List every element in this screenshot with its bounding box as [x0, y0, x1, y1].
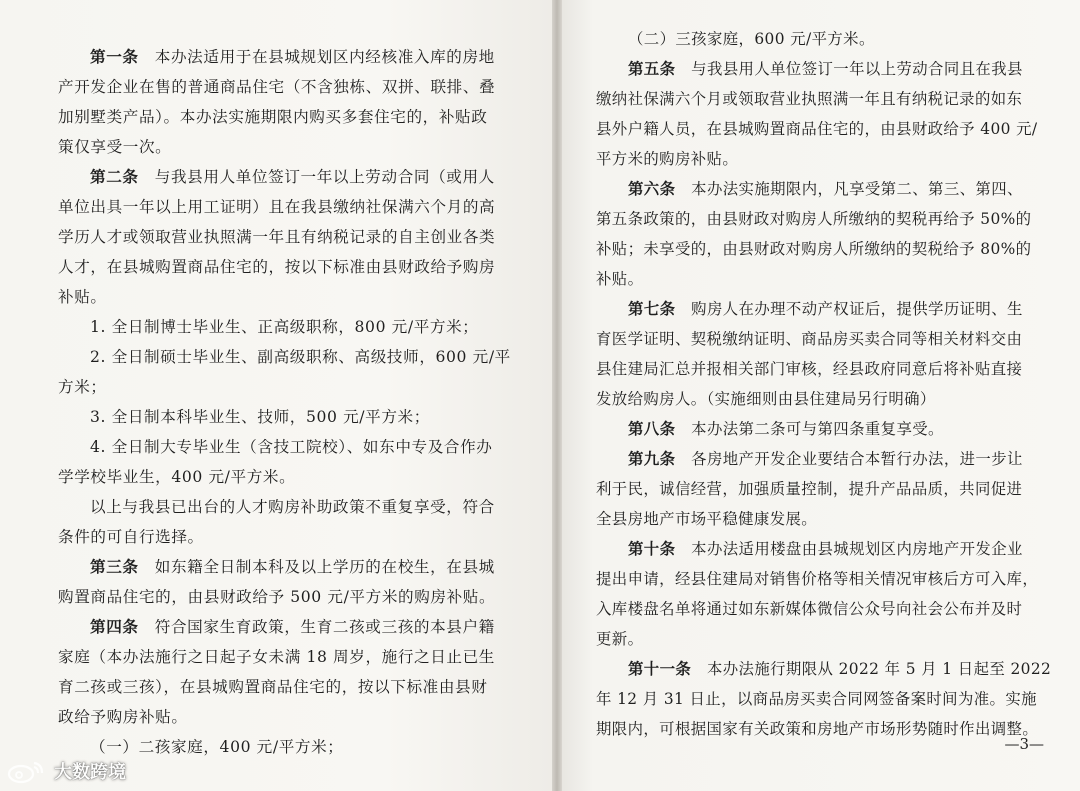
line-text: 县外户籍人员，在县城购置商品住宅的，由县财政给予 400 元/ [596, 120, 1038, 138]
weibo-logo-icon [6, 757, 48, 785]
line-text: 平方米的购房补贴。 [596, 150, 739, 168]
text-line [596, 204, 1058, 234]
line-text: 县住建局汇总并报相关部门审核，经县政府同意后将补贴直接 [596, 360, 1023, 378]
text-line [596, 534, 1058, 564]
line-text: 育二孩或三孩），在县城购置商品住宅的，按以下标准由县财 [58, 678, 488, 696]
text-line [596, 504, 1058, 534]
line-text: 补贴。 [58, 288, 107, 306]
line-text: 育医学证明、契税缴纳证明、商品房买卖合同等相关材料交由 [596, 330, 1023, 348]
text-line [58, 492, 526, 522]
line-text: 加别墅类产品）。本办法实施期限内购买多套住宅的，补贴政 [58, 108, 488, 126]
watermark [6, 757, 126, 785]
line-text: 与我县用人单位签订一年以上劳动合同且在我县 [675, 60, 1023, 78]
text-line [596, 624, 1058, 654]
line-text: 与我县用人单位签订一年以上劳动合同（或用人 [138, 168, 495, 186]
line-text: 以上与我县已出台的人才购房补助政策不重复享受，符合 [90, 498, 495, 516]
text-line [596, 114, 1058, 144]
line-text: 本办法适用于在县城规划区内经核准入库的房地 [138, 48, 495, 66]
text-line [58, 222, 526, 252]
line-text: 补贴；未享受的，由县财政对购房人所缴纳的契税给予 80%的 [596, 240, 1032, 258]
text-line [58, 342, 526, 372]
text-line [58, 672, 526, 702]
text-line [58, 132, 526, 162]
text-line [58, 252, 526, 282]
line-text: 1. 全日制博士毕业生、正高级职称，800 元/平方米； [90, 318, 479, 336]
page-number: —3— [1004, 735, 1044, 753]
line-text: 方米； [58, 378, 107, 396]
text-line [596, 294, 1058, 324]
text-line [596, 384, 1058, 414]
line-text: 政给予购房补贴。 [58, 708, 188, 726]
article-heading: 第一条 [90, 47, 139, 66]
book-gutter [552, 0, 562, 791]
text-line [596, 324, 1058, 354]
article-heading: 第五条 [628, 60, 676, 78]
line-text: 第五条政策的，由县财政对购房人所缴纳的契税再给予 50%的 [596, 210, 1032, 228]
article-heading: 第二条 [90, 167, 139, 186]
text-line [58, 522, 526, 552]
line-text: 各房地产开发企业要结合本暂行办法，进一步让 [675, 450, 1023, 468]
article-heading: 第八条 [628, 420, 676, 438]
text-line [58, 312, 526, 342]
line-text: 3. 全日制本科毕业生、技师，500 元/平方米； [90, 408, 430, 426]
text-line [596, 174, 1058, 204]
line-text: 补贴。 [596, 270, 644, 288]
text-line [596, 24, 1058, 54]
text-line [596, 54, 1058, 84]
line-text: 利于民，诚信经营，加强质量控制，提升产品品质，共同促进 [596, 480, 1023, 498]
text-line [596, 84, 1058, 114]
line-text: 本办法实施期限内，凡享受第二、第三、第四、 [675, 180, 1023, 198]
text-line [58, 702, 526, 732]
text-line [58, 192, 526, 222]
line-text: 单位出具一年以上用工证明）且在我县缴纳社保满六个月的高 [58, 198, 496, 216]
text-line [596, 684, 1058, 714]
text-line [58, 402, 526, 432]
text-line [596, 654, 1058, 684]
text-line [596, 144, 1058, 174]
line-text: 年 12 月 31 日止，以商品房买卖合同网签备案时间为准。实施 [596, 690, 1037, 708]
text-line [596, 714, 1058, 744]
right-page [562, 0, 1080, 791]
article-heading: 第十条 [628, 540, 676, 558]
line-text: 家庭（本办法施行之日起子女未满 18 周岁，施行之日止已生 [58, 648, 495, 666]
line-text: 缴纳社保满六个月或领取营业执照满一年且有纳税记录的如东 [596, 90, 1023, 108]
line-text: 提出申请，经县住建局对销售价格等相关情况审核后方可入库， [596, 570, 1039, 588]
line-text: 人才，在县城购置商品住宅的，按以下标准由县财政给予购房 [58, 258, 496, 276]
article-heading: 第九条 [628, 450, 676, 468]
text-line [596, 594, 1058, 624]
left-page-text [58, 42, 526, 762]
line-text: 如东籍全日制本科及以上学历的在校生，在县城 [138, 558, 495, 576]
text-line [596, 564, 1058, 594]
line-text: 2. 全日制硕士毕业生、副高级职称、高级技师，600 元/平 [90, 348, 511, 366]
line-text: 发放给购房人。（实施细则由县住建局另行明确） [596, 390, 936, 408]
text-line [596, 414, 1058, 444]
line-text: 4. 全日制大专毕业生（含技工院校）、如东中专及合作办 [90, 438, 493, 456]
line-text: 购置商品住宅的，由县财政给予 500 元/平方米的购房补贴。 [58, 588, 496, 606]
text-line [596, 354, 1058, 384]
line-text: 期限内，可根据国家有关政策和房地产市场形势随时作出调整。 [596, 720, 1039, 738]
line-text: 购房人在办理不动产权证后，提供学历证明、生 [675, 300, 1023, 318]
text-line [58, 552, 526, 582]
line-text: 符合国家生育政策，生育二孩或三孩的本县户籍 [138, 618, 495, 636]
line-text: 全县房地产市场平稳健康发展。 [596, 510, 818, 528]
text-line [58, 582, 526, 612]
text-line [58, 102, 526, 132]
line-text: 本办法施行期限从 2022 年 5 月 1 日起至 2022 [691, 660, 1052, 678]
line-text: 本办法适用楼盘由县城规划区内房地产开发企业 [675, 540, 1023, 558]
line-text: 学学校毕业生，400 元/平方米。 [58, 468, 296, 486]
text-line [596, 444, 1058, 474]
line-text: 更新。 [596, 630, 644, 648]
text-line [58, 462, 526, 492]
line-text: 入库楼盘名单将通过如东新媒体微信公众号向社会公布并及时 [596, 600, 1023, 618]
article-heading: 第七条 [628, 300, 676, 318]
text-line [58, 282, 526, 312]
line-text: （一）二孩家庭，400 元/平方米； [90, 738, 344, 756]
line-text: 本办法第二条可与第四条重复享受。 [675, 420, 944, 438]
text-line [58, 72, 526, 102]
line-text: 策仅享受一次。 [58, 138, 172, 156]
line-text: （二）三孩家庭，600 元/平方米。 [628, 30, 875, 48]
text-line [58, 162, 526, 192]
text-line [596, 234, 1058, 264]
article-heading: 第六条 [628, 180, 676, 198]
text-line [58, 612, 526, 642]
watermark-text: 大数跨境 [54, 762, 126, 783]
line-text: 条件的可自行选择。 [58, 528, 204, 546]
line-text: 学历人才或领取营业执照满一年且有纳税记录的自主创业各类 [58, 228, 496, 246]
article-heading: 第四条 [90, 617, 139, 636]
text-line [58, 642, 526, 672]
text-line [58, 42, 526, 72]
line-text: 产开发企业在售的普通商品住宅（不含独栋、双拼、联排、叠 [58, 78, 496, 96]
right-page-text [596, 24, 1058, 744]
text-line [596, 264, 1058, 294]
article-heading: 第三条 [90, 557, 139, 576]
article-heading: 第十一条 [628, 660, 692, 678]
text-line [596, 474, 1058, 504]
text-line [58, 372, 526, 402]
text-line [58, 732, 526, 762]
text-line [58, 432, 526, 462]
